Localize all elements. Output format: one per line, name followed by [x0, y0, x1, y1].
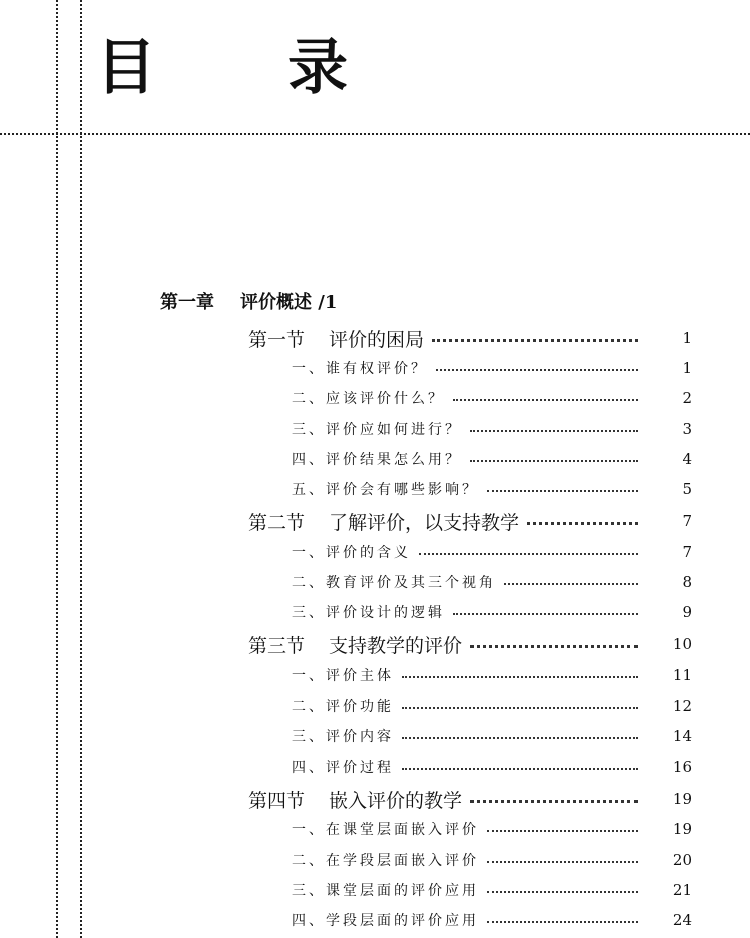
- section-number: 第三节: [248, 634, 306, 657]
- dot-leader: [470, 460, 638, 462]
- toc-subsection[interactable]: [292, 446, 692, 472]
- section-title: 评价的困局: [329, 328, 425, 351]
- page-number: 3: [682, 420, 692, 438]
- subsection-title: 四、学段层面的评价应用: [292, 913, 479, 929]
- section-number: 第四节: [248, 789, 306, 812]
- dot-leader: [470, 800, 638, 803]
- subsection-title: 三、评价设计的逻辑: [292, 605, 445, 621]
- subsection-title: 一、在课堂层面嵌入评价: [292, 822, 479, 838]
- toc-subsection[interactable]: [292, 754, 692, 780]
- subsection-title: 三、评价内容: [292, 729, 394, 745]
- dot-leader: [504, 583, 638, 585]
- page-number: 11: [672, 666, 692, 684]
- dot-leader: [470, 430, 638, 432]
- dot-leader: [436, 369, 638, 371]
- dot-leader: [419, 553, 638, 555]
- subsection-title: 四、评价结果怎么用？: [292, 452, 462, 468]
- page-number: 12: [672, 697, 692, 715]
- toc-section[interactable]: [248, 508, 692, 534]
- toc-subsection[interactable]: [292, 877, 692, 903]
- dot-leader: [487, 921, 638, 923]
- toc-subsection[interactable]: [292, 569, 692, 595]
- toc-subsection[interactable]: [292, 662, 692, 688]
- section-title: 嵌入评价的教学: [329, 789, 463, 812]
- dot-leader: [453, 613, 638, 615]
- page-number: 1: [682, 329, 692, 347]
- dot-leader: [487, 490, 638, 492]
- page-title: 目 录: [96, 33, 384, 103]
- dot-leader: [487, 830, 638, 832]
- page-number: 8: [682, 573, 692, 591]
- page-number: 7: [682, 512, 692, 530]
- dot-leader: [402, 768, 638, 770]
- dot-leader: [402, 676, 638, 678]
- page-number: 21: [672, 881, 692, 899]
- page-number: 19: [672, 820, 692, 838]
- toc-section[interactable]: [248, 325, 692, 351]
- dot-leader: [402, 737, 638, 739]
- toc-subsection[interactable]: [292, 385, 692, 411]
- page-number: 1: [682, 359, 692, 377]
- dot-leader: [527, 522, 638, 525]
- chapter-heading[interactable]: [160, 288, 337, 314]
- toc-subsection[interactable]: [292, 476, 692, 502]
- subsection-title: 一、评价的含义: [292, 545, 411, 561]
- page-number: 14: [672, 727, 692, 745]
- subsection-title: 二、评价功能: [292, 699, 394, 715]
- page-number: 7: [682, 543, 692, 561]
- page-number: 16: [672, 758, 692, 776]
- section-title: 支持教学的评价: [329, 634, 463, 657]
- section-number: 第二节: [248, 511, 306, 534]
- page-number: 19: [672, 790, 692, 808]
- subsection-title: 三、课堂层面的评价应用: [292, 883, 479, 899]
- dot-leader: [402, 707, 638, 709]
- page-number: 10: [672, 635, 692, 653]
- toc-section[interactable]: [248, 786, 692, 812]
- toc-subsection[interactable]: [292, 816, 692, 842]
- toc-subsection[interactable]: [292, 907, 692, 933]
- page-number: 2: [682, 389, 692, 407]
- page-number: 9: [682, 603, 692, 621]
- section-title: 了解评价，以支持教学: [329, 511, 520, 534]
- toc-subsection[interactable]: [292, 723, 692, 749]
- toc-subsection[interactable]: [292, 355, 692, 381]
- subsection-title: 四、评价过程: [292, 760, 394, 776]
- toc-section[interactable]: [248, 631, 692, 657]
- section-number: 第一节: [248, 328, 306, 351]
- toc-subsection[interactable]: [292, 599, 692, 625]
- subsection-title: 五、评价会有哪些影响？: [292, 482, 479, 498]
- dot-leader: [432, 339, 638, 342]
- dot-leader: [487, 891, 638, 893]
- chapter-title: 评价概述 /1: [240, 292, 338, 313]
- subsection-title: 二、应该评价什么？: [292, 391, 445, 407]
- page-number: 5: [682, 480, 692, 498]
- subsection-title: 一、谁有权评价？: [292, 361, 428, 377]
- subsection-title: 二、在学段层面嵌入评价: [292, 853, 479, 869]
- toc-subsection[interactable]: [292, 693, 692, 719]
- page-number: 24: [672, 911, 692, 929]
- toc-subsection[interactable]: [292, 416, 692, 442]
- chapter-number: 第一章: [160, 292, 214, 313]
- page-number: 20: [672, 851, 692, 869]
- toc-subsection[interactable]: [292, 847, 692, 873]
- dot-leader: [453, 399, 638, 401]
- subsection-title: 三、评价应如何进行？: [292, 422, 462, 438]
- dot-leader: [470, 645, 638, 648]
- subsection-title: 一、评价主体: [292, 668, 394, 684]
- page-number: 4: [682, 450, 692, 468]
- subsection-title: 二、教育评价及其三个视角: [292, 575, 496, 591]
- dot-leader: [487, 861, 638, 863]
- toc-subsection[interactable]: [292, 539, 692, 565]
